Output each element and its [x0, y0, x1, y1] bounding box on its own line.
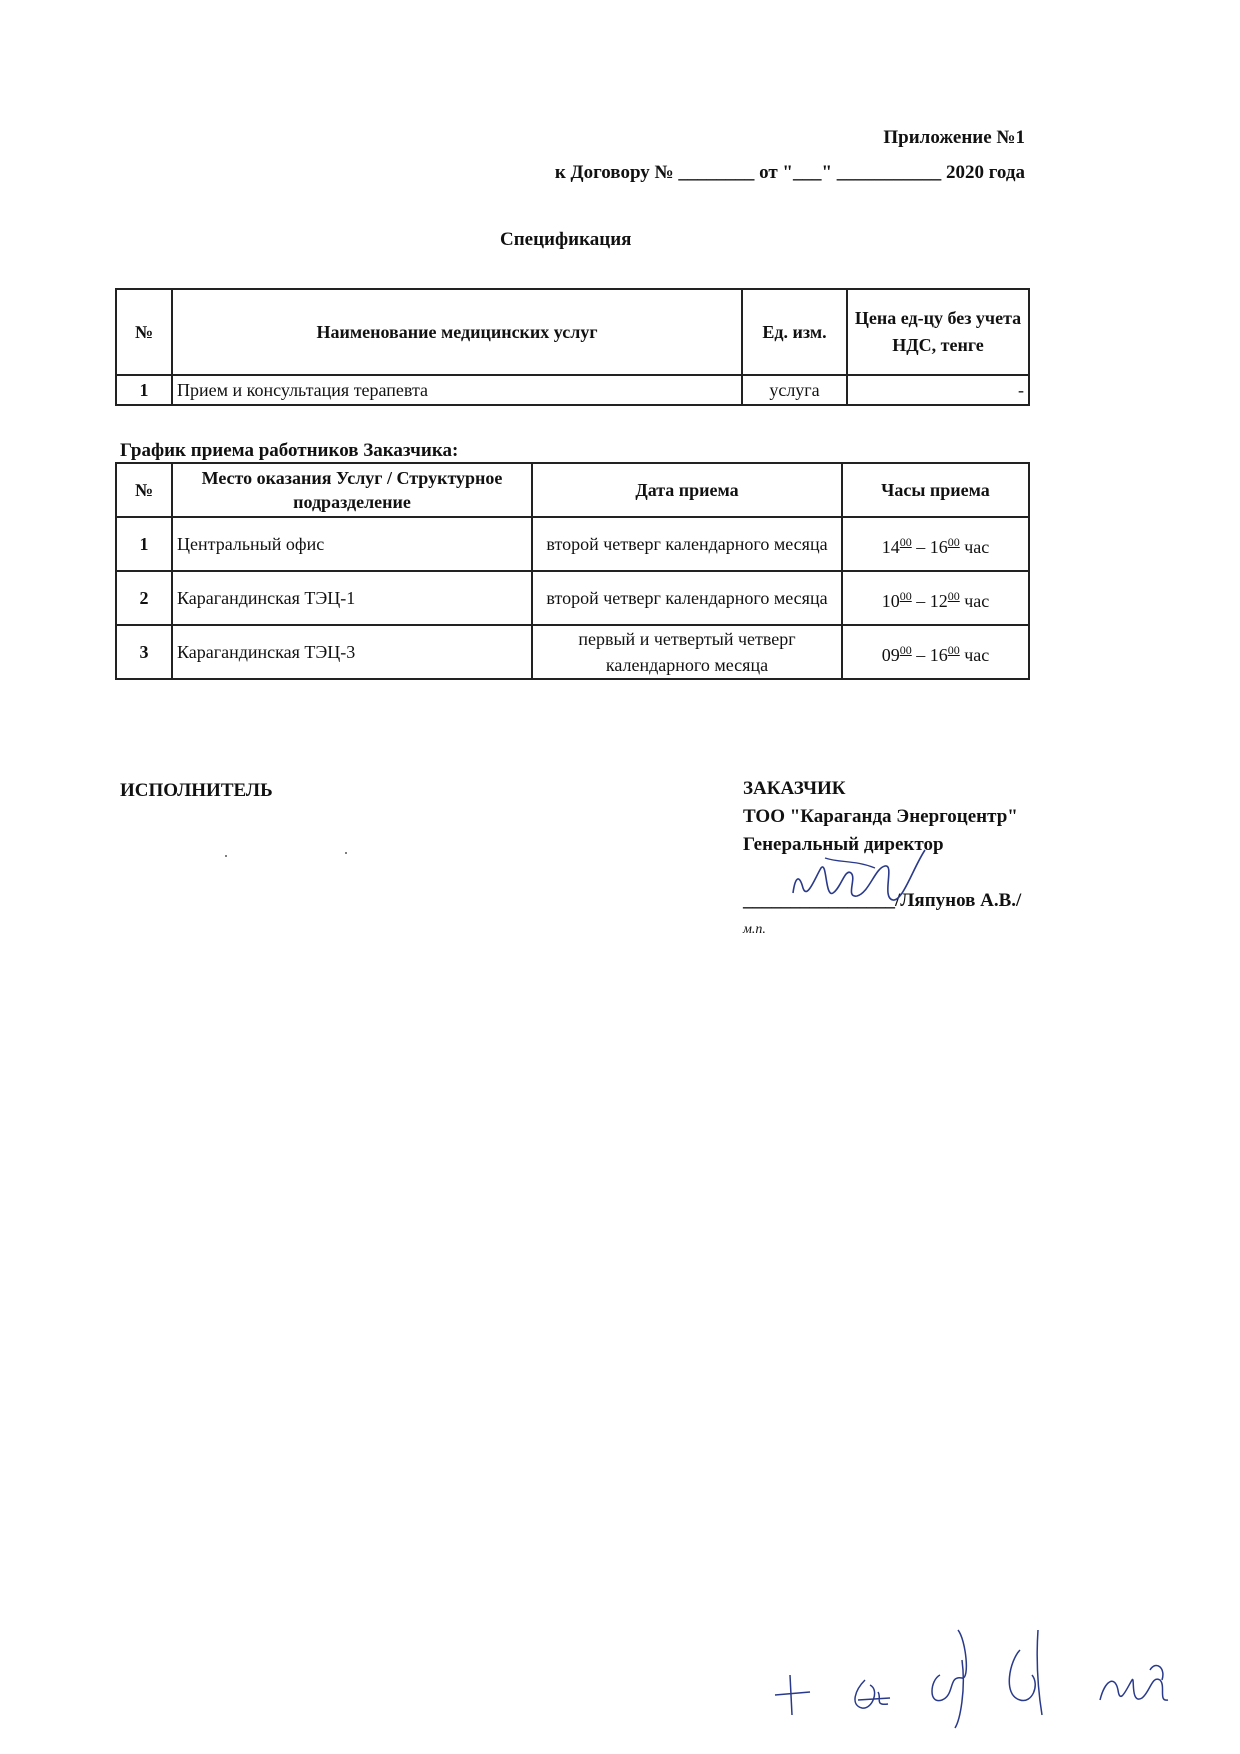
table-row [116, 625, 1029, 679]
page-initials [770, 1620, 1210, 1730]
place: Центральный офис [172, 517, 532, 571]
customer-signature [785, 838, 945, 918]
col-header-hours: Часы приема [842, 463, 1029, 517]
service-unit: услуга [742, 375, 847, 405]
customer-signature-line: ________________/Ляпунов А.В./ [743, 890, 1022, 911]
col-header-place: Место оказания Услуг / Структурное подразделение [172, 463, 532, 517]
specification-table [115, 288, 1030, 406]
row-number: 2 [116, 571, 172, 625]
executor-label: ИСПОЛНИТЕЛЬ [120, 780, 273, 801]
annex-title: Приложение №1 [883, 127, 1025, 148]
customer-signer-name: /Ляпунов А.В./ [895, 890, 1022, 911]
place: Карагандинская ТЭЦ-1 [172, 571, 532, 625]
schedule-table [115, 462, 1030, 680]
table-row [116, 571, 1029, 625]
service-price: - [847, 375, 1029, 405]
reception-hours: $10^{00} - 12^{00}$ час [842, 571, 1029, 625]
scan-speck [225, 855, 227, 857]
col-header-service-name: Наименование медицинских услуг [172, 289, 742, 375]
scan-speck [345, 852, 347, 854]
row-number: 1 [116, 517, 172, 571]
col-header-number: № [116, 463, 172, 517]
customer-label: ЗАКАЗЧИК [743, 778, 846, 799]
table-row [116, 517, 1029, 571]
place: Карагандинская ТЭЦ-3 [172, 625, 532, 679]
contract-reference: к Договору № ________ от "___" ___________ 2020 года [554, 162, 1025, 183]
row-number: 3 [116, 625, 172, 679]
reception-date: первый и четвертый четверг календарного месяца [532, 625, 842, 679]
col-header-price: Цена ед-цу без учета НДС, тенге [847, 289, 1029, 375]
specification-title: Спецификация [500, 229, 632, 250]
row-number: 1 [116, 375, 172, 405]
reception-hours: $09^{00} - 16^{00}$ час [842, 625, 1029, 679]
schedule-title: График приема работников Заказчика: [120, 440, 459, 461]
col-header-date: Дата приема [532, 463, 842, 517]
reception-date: второй четверг календарного месяца [532, 517, 842, 571]
reception-hours: $14^{00} - 16^{00}$ час [842, 517, 1029, 571]
customer-organization: ТОО "Караганда Энергоцентр" [743, 806, 1018, 827]
col-header-number: № [116, 289, 172, 375]
col-header-unit: Ед. изм. [742, 289, 847, 375]
table-header-row [116, 289, 1029, 375]
stamp-note: м.п. [743, 922, 766, 937]
service-name: Прием и консультация терапевта [172, 375, 742, 405]
table-header-row [116, 463, 1029, 517]
table-row [116, 375, 1029, 405]
reception-date: второй четверг календарного месяца [532, 571, 842, 625]
customer-position: Генеральный директор [743, 834, 944, 855]
